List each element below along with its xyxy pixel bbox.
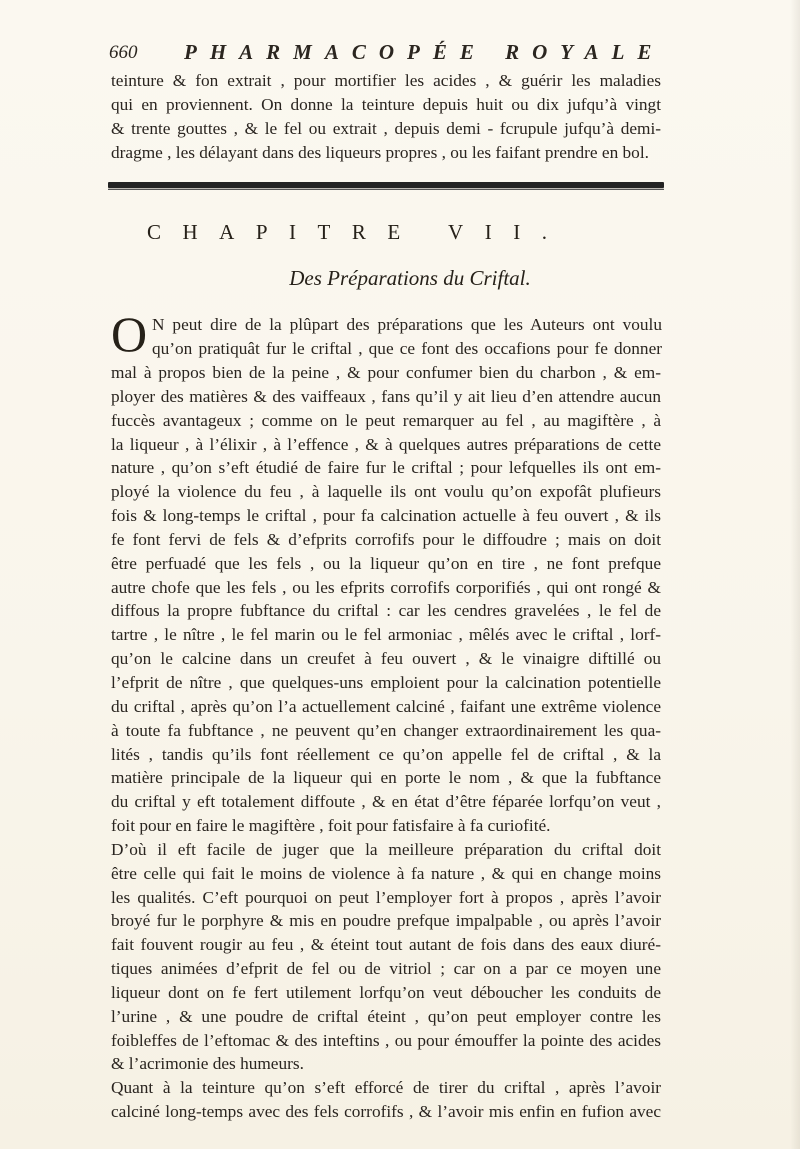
text-line: ployé la violence du feu , à laquelle ils ont voulu qu’on expofât plufieurs: [111, 482, 661, 502]
text-line: du criftal y eft totalement diffoute , & en état d’être féparée lorfqu’on veut ,: [111, 792, 661, 812]
running-title: PHARMACOPÉE ROYALE: [184, 40, 665, 64]
text-line: qui en proviennent. On donne la teinture depuis huit ou dix jufqu’à vingt: [111, 94, 661, 114]
chapter-divider-thin-rule: [108, 189, 664, 190]
text-line: foibleffes de l’eftomac & des inteftins , ou pour émouffer la pointe des acides: [111, 1030, 661, 1050]
text-line: mal à propos bien de la peine , & pour confumer bien du charbon , & em-: [111, 363, 661, 382]
text-line: & trente gouttes , & le fel ou extrait , depuis demi - fcrupule jufqu’à demi-: [111, 118, 661, 138]
text-line: du criftal , après qu’on l’a actuellement calciné , faifant une extrême violence: [111, 696, 661, 716]
chapter-title: Des Préparations du Criftal.: [289, 266, 531, 290]
text-line: dragme , les délayant dans des liqueurs propres , ou les faifant prendre en bol.: [111, 142, 649, 162]
text-line: fois & long-temps le criftal , pour fa calcination actuelle à feu ouvert , & ils: [111, 506, 661, 526]
text-line: nature , qu’on s’eft étudié de faire fur le criftal ; pour lefquelles ils ont em-: [111, 458, 661, 478]
text-line: qu’on pratiquât fur le criftal , que ce font des occafions pour fe donner: [152, 338, 662, 358]
text-line: Quant à la teinture qu’on s’eft efforcé de tirer du criftal , après l’avoir: [111, 1078, 661, 1098]
text-line: foit pour en faire le magiftère , foit pour fatisfaire à fa curiofité.: [111, 816, 551, 836]
text-line: l’urine , & une poudre de criftal éteint , qu’on peut employer contre les: [111, 1006, 661, 1026]
text-line: qu’on le calcine dans un creufet à feu ouvert , & le vinaigre diftillé ou: [111, 649, 661, 669]
opening-lines: [152, 313, 662, 361]
text-line: tartre , le nître , le fel marin ou le fel armoniac , mêlés avec le criftal , lorf-: [111, 625, 661, 645]
chapter-divider-rule: [108, 182, 664, 188]
text-line: la liqueur , à l’élixir , à l’effence , & à quelques autres préparations de cette: [111, 434, 661, 454]
text-line: matière principale de la liqueur qui en porte le nom , & que la fubftance: [111, 768, 661, 788]
text-line: être celle qui fait le moins de violence à fa nature , & qui en change moins: [111, 863, 661, 883]
text-line: à toute fa fubftance , ne peuvent qu’en changer extraordinairement les qua-: [111, 720, 661, 740]
text-line: N peut dire de la plûpart des préparations que les Auteurs ont voulu: [152, 315, 662, 334]
text-line: lités , tandis qu’ils font réellement ce qu’on appelle fel de criftal , & la: [111, 744, 661, 764]
text-line: broyé fur le porphyre & mis en poudre prefque impalpable , ou après l’avoir: [111, 911, 661, 931]
text-line: les qualités. C’eft pourquoi on peut l’employer fort à propos , après l’avoir: [111, 887, 661, 907]
text-line: ployer des matières & des vaiffeaux , fans qu’il y ait lieu d’en attendre aucun: [111, 386, 661, 406]
text-line: D’où il eft facile de juger que la meilleure préparation du criftal doit: [111, 839, 661, 859]
text-line: diffous la propre fubftance du criftal : car les cendres gravelées , le fel de: [111, 601, 661, 621]
text-line: l’efprit de nître , que quelques-uns emploient pour la calcination potentielle: [111, 672, 661, 692]
text-line: teinture & fon extrait , pour mortifier les acides , & guérir les maladies: [111, 71, 661, 90]
page-number: 660: [109, 42, 138, 63]
page-edge-shadow: [790, 0, 800, 1149]
running-head: [109, 40, 669, 66]
text-line: tiques animées d’efprit de fel ou de vitriol ; car on a par ce moyen une: [111, 959, 661, 979]
text-line: autre chofe que les fels , ou les efprits corrofifs corporifiés , qui ont rongé &: [111, 577, 661, 597]
text-line: être perfuadé que les fels , ou la liqueur qu’on en tire , ne font prefque: [111, 553, 661, 573]
text-line: fait fouvent rougir au feu , & éteint tout autant de fois dans des eaux diuré-: [111, 935, 661, 955]
chapter-heading: CHAPITRE VII.: [147, 220, 569, 244]
text-line: & l’acrimonie des humeurs.: [111, 1054, 304, 1074]
text-line: liqueur dont on fe fert utilement lorfqu’on veut déboucher les conduits de: [111, 982, 661, 1002]
text-line: fe font fervi de fels & d’efprits corrofifs pour le diffoudre ; mais on doit: [111, 529, 661, 549]
drop-capital: O: [111, 306, 148, 362]
text-line: fuccès avantageux ; comme on le peut remarquer au fel , au magiftère , à: [111, 410, 661, 430]
body-text: [111, 361, 661, 1124]
intro-paragraph: [111, 69, 661, 164]
text-line: calciné long-temps avec des fels corrofifs , & l’avoir mis enfin en fufion avec: [111, 1102, 661, 1122]
